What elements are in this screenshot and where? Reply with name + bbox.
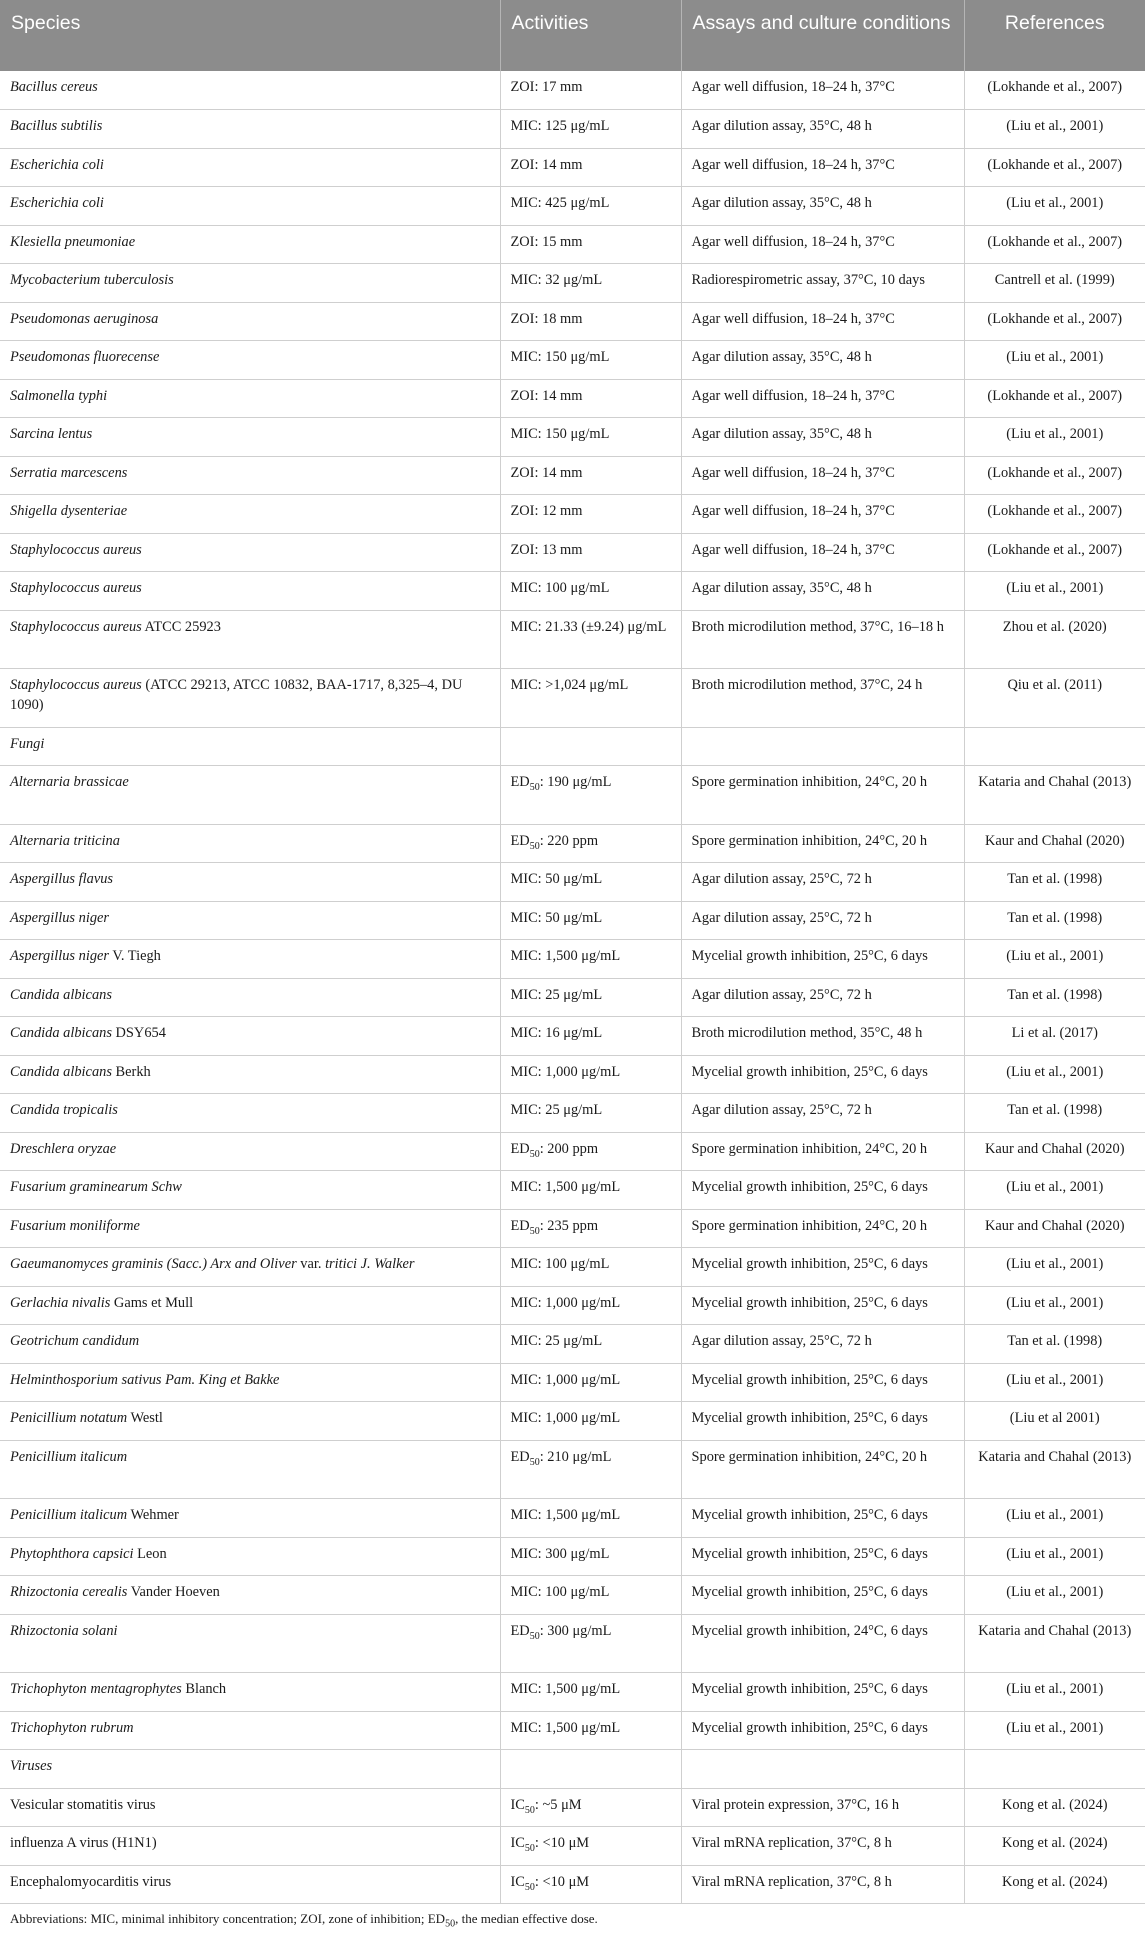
species-name: Penicillium italicum [10,1507,128,1523]
cell-reference: (Lokhande et al., 2007) [964,148,1145,187]
cell-assay: Agar well diffusion, 18–24 h, 37°C [681,148,964,187]
species-name: Rhizoctonia cerealis [10,1584,128,1600]
cell-activity: MIC: 50 μg/mL [500,901,681,940]
cell-species [0,863,500,902]
species-name: Dreschlera oryzae [10,1140,117,1157]
species-name: Penicillium italicum [10,1448,128,1465]
table-row [0,1537,1145,1576]
cell-species [0,187,500,226]
table-row [0,863,1145,902]
cell-reference: Li et al. (2017) [964,1017,1145,1056]
cell-activity [500,1750,681,1789]
species-name: Candida albicans [10,1063,112,1080]
cell-reference: (Liu et al., 2001) [964,1055,1145,1094]
cell-species [0,1171,500,1210]
table-row [0,727,1145,766]
species-name: Staphylococcus aureus [10,618,142,635]
cell-species [0,940,500,979]
cell-reference: (Liu et al., 2001) [964,572,1145,611]
cell-activity: MIC: 25 μg/mL [500,1325,681,1364]
cell-assay: Spore germination inhibition, 24°C, 20 h [681,1440,964,1499]
cell-species [0,727,500,766]
cell-species [0,302,500,341]
cell-assay: Viral protein expression, 37°C, 16 h [681,1788,964,1827]
cell-activity: MIC: 125 μg/mL [500,110,681,149]
table-row [0,1209,1145,1248]
species-qualifier: Berkh [111,1063,151,1080]
cell-reference: Kong et al. (2024) [964,1827,1145,1866]
cell-activity: MIC: 1,500 μg/mL [500,1499,681,1538]
species-qualifier: Vander Hoeven [127,1584,220,1600]
species-qualifier: Gams et Mull [110,1294,194,1311]
cell-species [0,1132,500,1171]
cell-reference: Tan et al. (1998) [964,901,1145,940]
cell-reference: Kong et al. (2024) [964,1788,1145,1827]
species-name: Helminthosporium sativus Pam. King et Bakke [10,1371,280,1388]
cell-activity [500,727,681,766]
species-name: Serratia marcescens [10,464,128,481]
species-name: Staphylococcus aureus [10,677,142,693]
cell-species [0,264,500,303]
footnote: Abbreviations: MIC, minimal inhibitory concentration; ZOI, zone of inhibition; $ED_{50}$, the median effective dose. [10,1911,598,1930]
table-row [0,148,1145,187]
table-row [0,495,1145,534]
cell-assay: Agar dilution assay, 25°C, 72 h [681,1094,964,1133]
cell-reference: (Liu et al., 2001) [964,1499,1145,1538]
cell-species [0,901,500,940]
cell-reference: (Lokhande et al., 2007) [964,71,1145,110]
cell-species [0,1055,500,1094]
cell-species [0,110,500,149]
cell-species [0,1576,500,1615]
cell-activity: MIC: 150 μg/mL [500,418,681,457]
species-name: Geotrichum candidum [10,1333,140,1349]
species-qualifier: Westl [127,1410,163,1426]
cell-activity: MIC: >1,024 μg/mL [500,669,681,728]
cell-species [0,1788,500,1827]
cell-reference: (Liu et al., 2001) [964,1576,1145,1615]
table-row [0,1017,1145,1056]
cell-species [0,1286,500,1325]
cell-reference: (Lokhande et al., 2007) [964,495,1145,534]
cell-assay: Agar well diffusion, 18–24 h, 37°C [681,495,964,534]
cell-reference: (Liu et al., 2001) [964,940,1145,979]
cell-species [0,572,500,611]
cell-assay: Viral mRNA replication, 37°C, 8 h [681,1827,964,1866]
cell-assay: Agar dilution assay, 35°C, 48 h [681,418,964,457]
cell-species [0,1614,500,1673]
cell-species [0,1248,500,1287]
cell-activity: MIC: 16 μg/mL [500,1017,681,1056]
cell-assay: Agar well diffusion, 18–24 h, 37°C [681,533,964,572]
species-name: Staphylococcus aureus [10,580,142,596]
cell-species [0,456,500,495]
species-qualifier: DSY654 [111,1025,166,1041]
cell-activity: $ED_{50}$: 210 μg/mL [500,1440,681,1499]
table-row [0,1865,1145,1904]
cell-activity: MIC: 1,500 μg/mL [500,1711,681,1750]
species-qualifier: var. [296,1256,326,1272]
cell-reference: Tan et al. (1998) [964,978,1145,1017]
table-row [0,1576,1145,1615]
cell-assay: Agar dilution assay, 35°C, 48 h [681,187,964,226]
cell-assay: Agar well diffusion, 18–24 h, 37°C [681,225,964,264]
cell-activity: MIC: 100 μg/mL [500,1248,681,1287]
cell-reference: (Lokhande et al., 2007) [964,302,1145,341]
table-row [0,824,1145,863]
cell-reference: (Liu et al., 2001) [964,341,1145,380]
cell-activity: $IC_{50}$: <10 μM [500,1827,681,1866]
table-row [0,940,1145,979]
cell-assay: Agar well diffusion, 18–24 h, 37°C [681,379,964,418]
table-row [0,379,1145,418]
species-qualifier: (ATCC 29213, ATCC 10832, BAA-1717, 8,325–4, DU 1090) [10,677,463,713]
cell-assay: Mycelial growth inhibition, 25°C, 6 days [681,1248,964,1287]
cell-assay: Mycelial growth inhibition, 25°C, 6 days [681,1286,964,1325]
table-row [0,1788,1145,1827]
header-references: References [964,0,1145,71]
cell-assay: Broth microdilution method, 37°C, 16–18 h [681,610,964,669]
cell-assay: Agar dilution assay, 35°C, 48 h [681,572,964,611]
cell-assay: Agar dilution assay, 35°C, 48 h [681,341,964,380]
cell-activity: MIC: 300 μg/mL [500,1537,681,1576]
species-name: Phytophthora capsici [10,1545,134,1562]
cell-assay: Mycelial growth inhibition, 25°C, 6 days [681,1402,964,1441]
species-name: Pseudomonas fluorecense [10,349,160,365]
table-row [0,1055,1145,1094]
cell-assay: Agar well diffusion, 18–24 h, 37°C [681,302,964,341]
cell-assay: Agar dilution assay, 25°C, 72 h [681,901,964,940]
cell-activity: MIC: 25 μg/mL [500,978,681,1017]
cell-reference: Cantrell et al. (1999) [964,264,1145,303]
cell-assay: Agar dilution assay, 25°C, 72 h [681,978,964,1017]
cell-species [0,1017,500,1056]
cell-activity: MIC: 1,000 μg/mL [500,1286,681,1325]
species-name: Fusarium graminearum Schw [10,1179,182,1195]
species-qualifier: influenza A virus (H1N1) [10,1835,157,1851]
cell-species [0,71,500,110]
species-name: Bacillus cereus [10,79,98,95]
species-name: Escherichia coli [10,195,104,211]
table-row [0,669,1145,728]
species-name: Candida tropicalis [10,1102,118,1118]
cell-assay: Mycelial growth inhibition, 25°C, 6 days [681,1711,964,1750]
cell-activity: $ED_{50}$: 300 μg/mL [500,1614,681,1673]
cell-reference: Kataria and Chahal (2013) [964,766,1145,825]
cell-species [0,1537,500,1576]
table-row [0,533,1145,572]
cell-activity: $ED_{50}$: 190 μg/mL [500,766,681,825]
table-row [0,1614,1145,1673]
species-name: Rhizoctonia solani [10,1622,118,1639]
species-name-part: tritici J. Walker [325,1256,415,1272]
species-name: Candida albicans [10,1025,112,1041]
cell-species [0,1209,500,1248]
cell-activity: ZOI: 13 mm [500,533,681,572]
table-row [0,1673,1145,1712]
cell-reference: Tan et al. (1998) [964,863,1145,902]
cell-reference: (Liu et al., 2001) [964,1171,1145,1210]
species-qualifier: V. Tiegh [109,948,161,964]
cell-reference [964,1750,1145,1789]
species-name: Penicillium notatum [10,1410,128,1426]
cell-species [0,978,500,1017]
cell-species [0,1440,500,1499]
cell-reference: (Liu et al., 2001) [964,110,1145,149]
cell-reference: (Liu et al 2001) [964,1402,1145,1441]
species-name: Viruses [10,1758,53,1774]
cell-reference: Tan et al. (1998) [964,1094,1145,1133]
cell-assay: Mycelial growth inhibition, 25°C, 6 days [681,940,964,979]
species-name: Staphylococcus aureus [10,541,142,558]
cell-species [0,1499,500,1538]
species-name: Aspergillus niger [10,909,109,926]
cell-species [0,1094,500,1133]
cell-reference: (Liu et al., 2001) [964,1363,1145,1402]
species-name: Salmonella typhi [10,387,108,404]
table-row [0,302,1145,341]
header-species: Species [0,0,500,71]
cell-species [0,1325,500,1364]
species-name: Alternaria brassicae [10,774,129,790]
cell-activity: MIC: 1,000 μg/mL [500,1363,681,1402]
cell-reference [964,727,1145,766]
cell-assay: Agar well diffusion, 18–24 h, 37°C [681,71,964,110]
cell-activity: MIC: 50 μg/mL [500,863,681,902]
cell-activity: MIC: 1,000 μg/mL [500,1402,681,1441]
species-name: Shigella dysenteriae [10,503,128,519]
cell-assay: Mycelial growth inhibition, 25°C, 6 days [681,1499,964,1538]
cell-activity: ZOI: 12 mm [500,495,681,534]
cell-species [0,225,500,264]
table-row [0,110,1145,149]
table-row [0,978,1145,1017]
table-row [0,1132,1145,1171]
cell-assay: Agar well diffusion, 18–24 h, 37°C [681,456,964,495]
table-row [0,1440,1145,1499]
table-row [0,264,1145,303]
table-row [0,1402,1145,1441]
cell-assay: Broth microdilution method, 37°C, 24 h [681,669,964,728]
table-row [0,1171,1145,1210]
cell-reference: (Lokhande et al., 2007) [964,456,1145,495]
cell-species [0,1750,500,1789]
species-name: Candida albicans [10,986,112,1003]
cell-assay: Spore germination inhibition, 24°C, 20 h [681,824,964,863]
cell-species [0,418,500,457]
cell-reference: Zhou et al. (2020) [964,610,1145,669]
cell-activity: MIC: 1,500 μg/mL [500,1673,681,1712]
cell-assay: Mycelial growth inhibition, 25°C, 6 days [681,1171,964,1210]
cell-reference: Kataria and Chahal (2013) [964,1440,1145,1499]
cell-activity: ZOI: 17 mm [500,71,681,110]
table-row [0,71,1145,110]
cell-activity: MIC: 150 μg/mL [500,341,681,380]
cell-assay: Agar dilution assay, 35°C, 48 h [681,110,964,149]
table-row [0,1827,1145,1866]
cell-assay: Mycelial growth inhibition, 25°C, 6 days [681,1363,964,1402]
table-row [0,766,1145,825]
cell-reference: Kaur and Chahal (2020) [964,1209,1145,1248]
cell-assay: Agar dilution assay, 25°C, 72 h [681,1325,964,1364]
species-qualifier: ATCC 25923 [141,618,221,635]
cell-reference: (Liu et al., 2001) [964,1537,1145,1576]
table-row [0,418,1145,457]
cell-species [0,1363,500,1402]
species-qualifier: Leon [133,1545,167,1562]
cell-activity: $IC_{50}$: ~5 μM [500,1788,681,1827]
cell-reference: Kaur and Chahal (2020) [964,1132,1145,1171]
cell-activity: MIC: 1,000 μg/mL [500,1055,681,1094]
cell-assay [681,727,964,766]
cell-reference: (Liu et al., 2001) [964,1286,1145,1325]
cell-assay [681,1750,964,1789]
header-assays: Assays and culture conditions [681,0,964,71]
table-row [0,1711,1145,1750]
cell-assay: Spore germination inhibition, 24°C, 20 h [681,1209,964,1248]
cell-activity: ZOI: 15 mm [500,225,681,264]
cell-species [0,341,500,380]
cell-species [0,1865,500,1904]
cell-assay: Spore germination inhibition, 24°C, 20 h [681,766,964,825]
cell-species [0,148,500,187]
table-row [0,1750,1145,1789]
cell-reference: (Lokhande et al., 2007) [964,533,1145,572]
species-name: Fusarium moniliforme [10,1217,140,1234]
cell-activity: ZOI: 14 mm [500,148,681,187]
cell-reference: (Liu et al., 2001) [964,1248,1145,1287]
header-activities: Activities [500,0,681,71]
cell-reference: Kaur and Chahal (2020) [964,824,1145,863]
cell-activity: $ED_{50}$: 220 ppm [500,824,681,863]
species-name: Pseudomonas aeruginosa [10,310,159,327]
cell-activity: MIC: 1,500 μg/mL [500,940,681,979]
cell-reference: Qiu et al. (2011) [964,669,1145,728]
cell-assay: Mycelial growth inhibition, 25°C, 6 days [681,1537,964,1576]
cell-assay: Broth microdilution method, 35°C, 48 h [681,1017,964,1056]
cell-species [0,533,500,572]
cell-activity: MIC: 425 μg/mL [500,187,681,226]
species-name: Gaeumanomyces graminis (Sacc.) Arx and Oliver [10,1256,297,1272]
cell-reference: (Liu et al., 2001) [964,187,1145,226]
cell-assay: Agar dilution assay, 25°C, 72 h [681,863,964,902]
species-name: Bacillus subtilis [10,118,103,134]
species-qualifier: Encephalomyocarditis virus [10,1873,172,1890]
cell-species [0,669,500,728]
table-row [0,610,1145,669]
cell-species [0,1711,500,1750]
cell-activity: MIC: 1,500 μg/mL [500,1171,681,1210]
species-name: Klesiella pneumoniae [10,233,136,250]
species-qualifier: Wehmer [127,1507,179,1523]
table-header-row [0,0,1145,71]
table-row [0,1363,1145,1402]
cell-activity: MIC: 21.33 (±9.24) μg/mL [500,610,681,669]
table-row [0,1286,1145,1325]
cell-reference: (Lokhande et al., 2007) [964,379,1145,418]
cell-reference: Kataria and Chahal (2013) [964,1614,1145,1673]
cell-reference: (Liu et al., 2001) [964,1711,1145,1750]
species-name: Mycobacterium tuberculosis [10,272,174,288]
species-qualifier: Vesicular stomatitis virus [10,1796,156,1813]
table-row [0,901,1145,940]
cell-assay: Mycelial growth inhibition, 25°C, 6 days [681,1576,964,1615]
cell-activity: MIC: 32 μg/mL [500,264,681,303]
cell-reference: (Liu et al., 2001) [964,1673,1145,1712]
table-row [0,1325,1145,1364]
cell-reference: Kong et al. (2024) [964,1865,1145,1904]
cell-assay: Mycelial growth inhibition, 24°C, 6 days [681,1614,964,1673]
cell-species [0,379,500,418]
cell-activity: $IC_{50}$: <10 μM [500,1865,681,1904]
cell-reference: (Liu et al., 2001) [964,418,1145,457]
table-row [0,456,1145,495]
cell-activity: MIC: 100 μg/mL [500,572,681,611]
table-row [0,225,1145,264]
table-row [0,1248,1145,1287]
table-row [0,341,1145,380]
species-name: Aspergillus flavus [10,871,113,887]
cell-species [0,766,500,825]
species-name: Trichophyton rubrum [10,1719,134,1736]
cell-activity: $ED_{50}$: 200 ppm [500,1132,681,1171]
cell-species [0,495,500,534]
cell-activity: MIC: 25 μg/mL [500,1094,681,1133]
species-name: Gerlachia nivalis [10,1294,111,1311]
table-row [0,1094,1145,1133]
cell-reference: Tan et al. (1998) [964,1325,1145,1364]
cell-species [0,610,500,669]
cell-activity: MIC: 100 μg/mL [500,1576,681,1615]
table-row [0,572,1145,611]
cell-assay: Mycelial growth inhibition, 25°C, 6 days [681,1673,964,1712]
cell-assay: Spore germination inhibition, 24°C, 20 h [681,1132,964,1171]
cell-assay: Mycelial growth inhibition, 25°C, 6 days [681,1055,964,1094]
cell-activity: ZOI: 14 mm [500,456,681,495]
cell-species [0,1827,500,1866]
cell-activity: ZOI: 18 mm [500,302,681,341]
cell-species [0,1673,500,1712]
cell-activity: $ED_{50}$: 235 ppm [500,1209,681,1248]
species-name: Sarcina lentus [10,426,93,442]
cell-assay: Viral mRNA replication, 37°C, 8 h [681,1865,964,1904]
cell-species [0,824,500,863]
species-name: Trichophyton mentagrophytes [10,1681,182,1697]
species-name: Aspergillus niger [10,948,109,964]
cell-assay: Radiorespirometric assay, 37°C, 10 days [681,264,964,303]
species-qualifier: Blanch [181,1681,227,1697]
cell-activity: ZOI: 14 mm [500,379,681,418]
table-row [0,187,1145,226]
species-name: Escherichia coli [10,156,104,173]
cell-reference: (Lokhande et al., 2007) [964,225,1145,264]
cell-species [0,1402,500,1441]
species-name: Alternaria triticina [10,832,120,849]
species-name: Fungi [10,735,45,752]
table-row [0,1499,1145,1538]
